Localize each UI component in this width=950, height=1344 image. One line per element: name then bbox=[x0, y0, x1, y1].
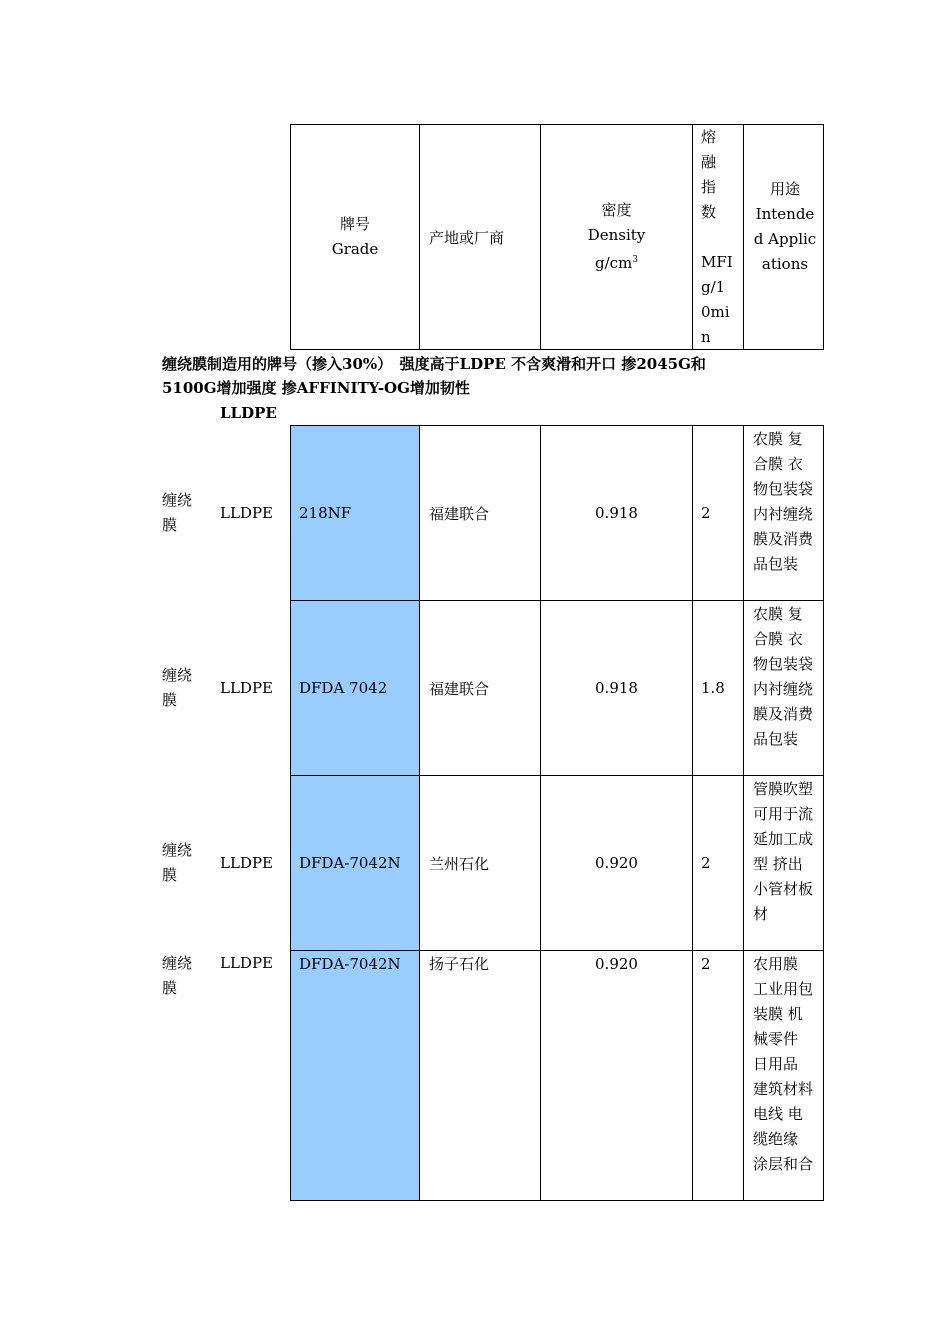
table-row-3-producer: 兰州石化 bbox=[419, 775, 541, 951]
table-row-4-mfi: 2 bbox=[692, 950, 744, 1201]
note-line-1: 缠绕膜制造用的牌号（掺入30%） 强度高于LDPE 不含爽滑和开口 掺2045G和 bbox=[162, 355, 706, 373]
header-density-cell bbox=[540, 124, 693, 350]
header-grade-cell bbox=[290, 124, 420, 350]
table-row-2-grade: DFDA 7042 bbox=[290, 600, 420, 776]
table-row-3-density: 0.920 bbox=[540, 775, 693, 951]
table-row-1-producer: 福建联合 bbox=[419, 425, 541, 601]
table-row-4-use: 缠绕膜 bbox=[162, 954, 193, 997]
header-mfi-cell bbox=[692, 124, 744, 350]
table-row-3-type: LLDPE bbox=[220, 854, 273, 872]
table-row-1-density: 0.918 bbox=[540, 425, 693, 601]
header-density-en: Density bbox=[587, 226, 646, 244]
table-row-3-app: 管膜吹塑 可用于流延加工成型 挤出小管材板材 bbox=[743, 775, 824, 951]
table-row-1-type: LLDPE bbox=[220, 504, 273, 522]
header-app-en: Intended Applications bbox=[753, 205, 817, 273]
table-row-1-mfi: 2 bbox=[692, 425, 744, 601]
table-row-1-use: 缠绕膜 bbox=[162, 491, 193, 534]
header-app-cn: 用途 bbox=[769, 180, 800, 198]
table-row-1-grade: 218NF bbox=[290, 425, 420, 601]
header-mfi-en: MFI g/10min bbox=[701, 253, 733, 346]
table-row-2-type: LLDPE bbox=[220, 679, 273, 697]
header-grade-en: Grade bbox=[331, 240, 379, 258]
header-density-cn: 密度 bbox=[601, 201, 632, 219]
note-line-3: LLDPE bbox=[220, 404, 277, 422]
table-row-1-app: 农膜 复合膜 衣物包装袋 内衬缠绕膜及消费品包装 bbox=[743, 425, 824, 601]
header-density-unit-sup: 3 bbox=[632, 255, 638, 265]
table-row-4-grade: DFDA-7042N bbox=[290, 950, 420, 1201]
table-row-2-producer: 福建联合 bbox=[419, 600, 541, 776]
table-row-2-use: 缠绕膜 bbox=[162, 666, 193, 709]
table-row-3-use: 缠绕膜 bbox=[162, 841, 193, 884]
header-mfi-cn: 熔融指数 bbox=[701, 128, 717, 221]
table-row-2-mfi: 1.8 bbox=[692, 600, 744, 776]
note-line-2: 5100G增加强度 掺AFFINITY-OG增加韧性 bbox=[162, 379, 470, 397]
table-row-4-app: 农用膜 工业用包装膜 机械零件 日用品 建筑材料 电线 电缆绝缘 涂层和合 bbox=[743, 950, 824, 1201]
table-row-4-type: LLDPE bbox=[220, 954, 273, 972]
header-producer: 产地或厂商 bbox=[429, 228, 505, 247]
header-grade-cn: 牌号 bbox=[339, 215, 370, 233]
table-row-4-density: 0.920 bbox=[540, 950, 693, 1201]
table-row-4-producer: 扬子石化 bbox=[419, 950, 541, 1201]
table-row-2-density: 0.918 bbox=[540, 600, 693, 776]
table-row-2-app: 农膜 复合膜 衣物包装袋 内衬缠绕膜及消费品包装 bbox=[743, 600, 824, 776]
header-producer-cell bbox=[419, 124, 541, 350]
header-app-cell bbox=[743, 124, 824, 350]
table-row-3-mfi: 2 bbox=[692, 775, 744, 951]
table-row-3-grade: DFDA-7042N bbox=[290, 775, 420, 951]
header-density-unit: g/cm bbox=[594, 254, 633, 272]
